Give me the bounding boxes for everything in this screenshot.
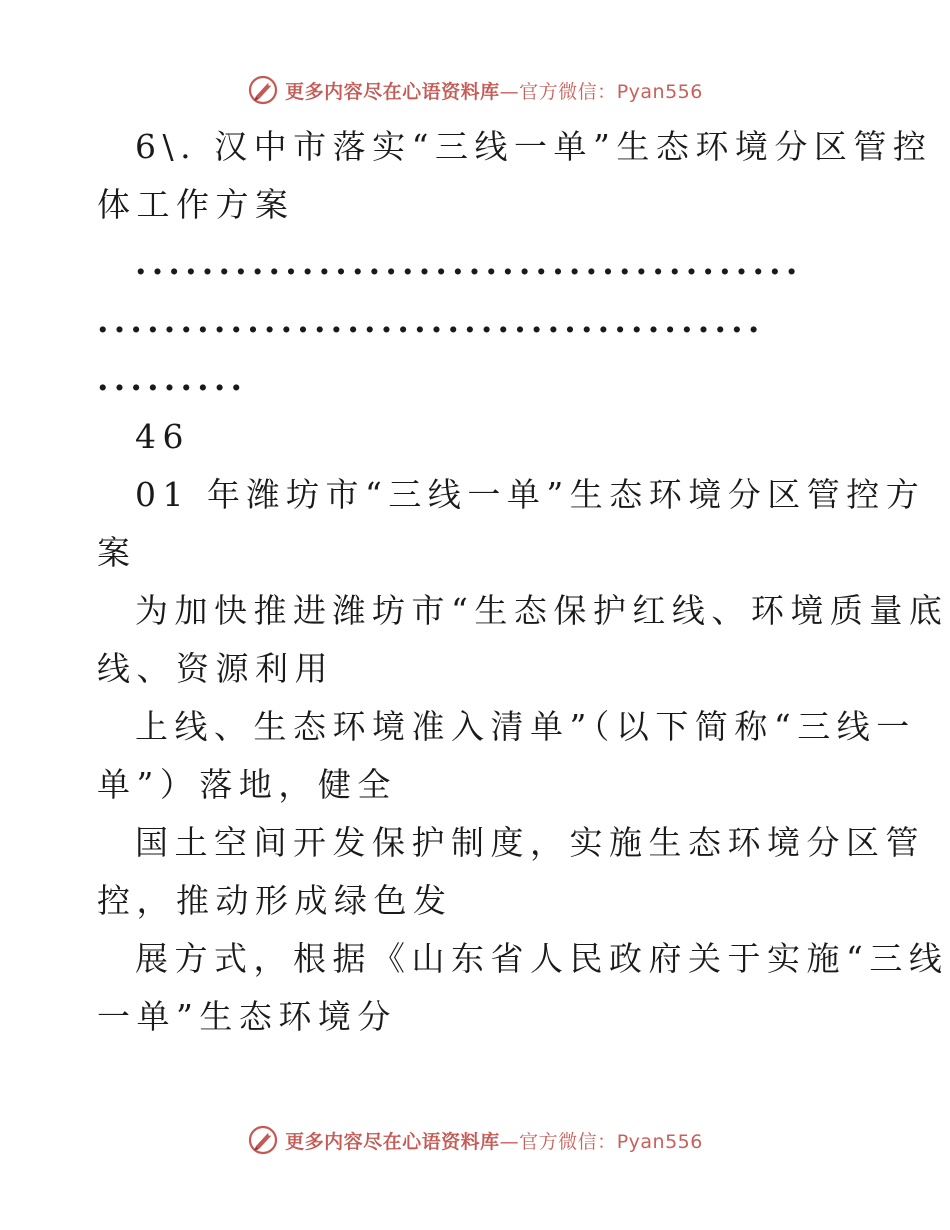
body-line: 为加快推进潍坊市“生态保护红线、环境质量底: [135, 591, 949, 630]
footer-watermark: [0, 1120, 950, 1160]
watermark-site-text: 更多内容尽在心语资料库: [285, 1130, 500, 1153]
body-line: 单”）落地，健全: [97, 765, 397, 804]
toc-page-number: 46: [135, 417, 190, 456]
body-line: 国土空间开发保护制度，实施生态环境分区管: [135, 823, 925, 862]
watermark-wechat-id: Pyan556: [616, 80, 703, 103]
watermark-text: [285, 1127, 703, 1154]
toc-leader-dots-1: ........................................: [135, 243, 803, 282]
watermark-group: [247, 74, 703, 106]
section-title-line-1: 01 年潍坊市“三线一单”生态环境分区管控方: [135, 475, 926, 514]
body-line: 展方式，根据《山东省人民政府关于实施“三线: [135, 939, 949, 978]
section-title-line-2: 案: [97, 533, 137, 572]
body-line: 线、资源利用: [97, 649, 334, 688]
watermark-wechat-id: Pyan556: [616, 1130, 703, 1153]
body-line: 一单”生态环境分: [97, 997, 397, 1036]
watermark-wechat-label: 官方微信：: [519, 1130, 617, 1153]
watermark-site-text: 更多内容尽在心语资料库: [285, 80, 500, 103]
toc-leader-dots-3: .........: [97, 359, 248, 398]
pen-circle-logo-icon: [247, 74, 279, 106]
watermark-dash: —: [499, 1130, 520, 1153]
watermark-wechat-label: 官方微信：: [519, 80, 617, 103]
pen-circle-logo-icon: [247, 1124, 279, 1156]
watermark-text: [285, 77, 703, 104]
toc-leader-dots-2: ........................................: [97, 301, 765, 340]
document-body: [97, 118, 949, 1046]
watermark-group: [247, 1124, 703, 1156]
toc-entry-line-1: 6\. 汉中市落实“三线一单”生态环境分区管控: [135, 127, 933, 166]
header-watermark: [0, 70, 950, 110]
toc-entry-line-2: 体工作方案: [97, 185, 295, 224]
watermark-dash: —: [499, 80, 520, 103]
body-line: 控，推动形成绿色发: [97, 881, 453, 920]
body-line: 上线、生态环境准入清单”（以下简称“三线一: [135, 707, 916, 746]
